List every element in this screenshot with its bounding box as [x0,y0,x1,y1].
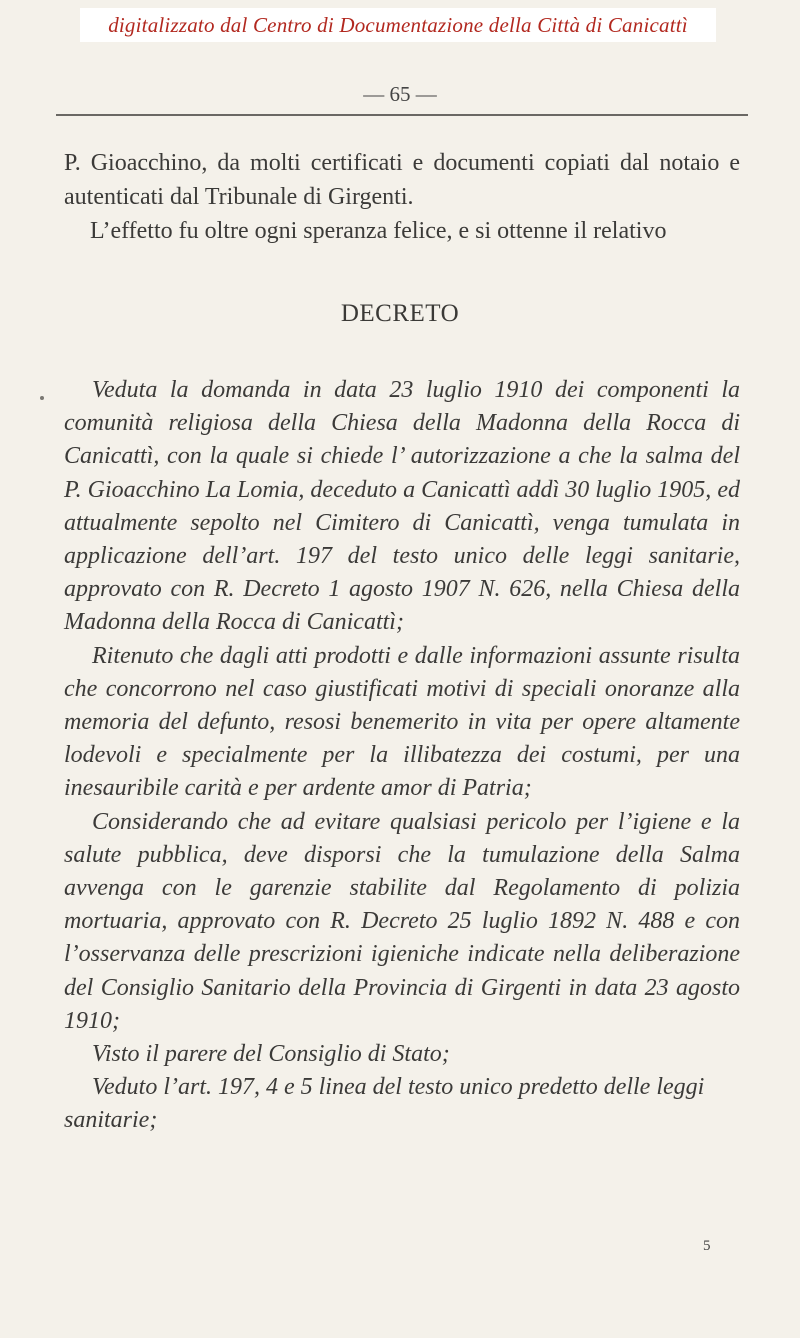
decree-paragraph: Considerando che ad evitare qualsiasi pericolo per l’igiene e la salute pubblica, deve disporsi che la tumulazione della Salma avvenga con le garenzie stabilite dal Regolamento di polizia mortuaria, approvato con R. Decreto 25 luglio 1892 N. 488 e con l’osservanza delle prescrizioni igieniche indicate nella deliberazione del Consiglio Sanitario della Provincia di Girgenti in data 23 agosto 1910; [64,808,740,1034]
decree-text [64,374,740,1138]
header-rule [56,114,748,116]
banner-text: digitalizzato dal Centro di Documentazione della Città di Canicattì [108,12,688,37]
intro-paragraph-1: P. Gioacchino, da molti certificati e documenti copiati dal notaio e autenticati dal Tribunale di Girgenti. [64,150,740,210]
page-number: — 65 — [363,82,437,106]
decree-paragraph: Veduto l’art. 197, 4 e 5 linea del testo unico predetto delle leggi sanitarie; [64,1074,705,1134]
intro-paragraph-2: L’effetto fu oltre ogni speranza felice, e si ottenne il relativo [90,218,667,244]
decree-paragraph: Ritenuto che dagli atti prodotti e dalle informazioni assunte risulta che concorrono nel caso giustificati motivi di speciali onoranze alla memoria del defunto, resosi benemerito in vita per opere altamente lodevoli e specialmente per la illibatezza dei costumi, per una inesauribile carità e per ardente amor di Patria; [64,642,740,802]
digitization-banner [80,8,716,42]
intro-text [64,146,740,248]
decree-paragraph: Visto il parere del Consiglio di Stato; [92,1041,450,1068]
folio-mark: 5 [703,1238,711,1254]
decree-heading: DECRETO [340,300,460,327]
decree-paragraph: Veduta la domanda in data 23 luglio 1910 dei componenti la comunità religiosa della Chiesa della Madonna della Rocca di Canicattì, con la quale si chiede l’ autorizzazione a che la salma del P. Gioacchino La Lomia, deceduto a Canicattì addì 30 luglio 1905, ed attualmente sepolto nel Cimitero di Canicattì, venga tumulata in applicazione dell’art. 197 del testo unico delle leggi sanitarie, approvato con R. Decreto 1 agosto 1907 N. 626, nella Chiesa della Madonna della Rocca di Canicattì; [64,377,740,636]
margin-dot [40,396,44,400]
